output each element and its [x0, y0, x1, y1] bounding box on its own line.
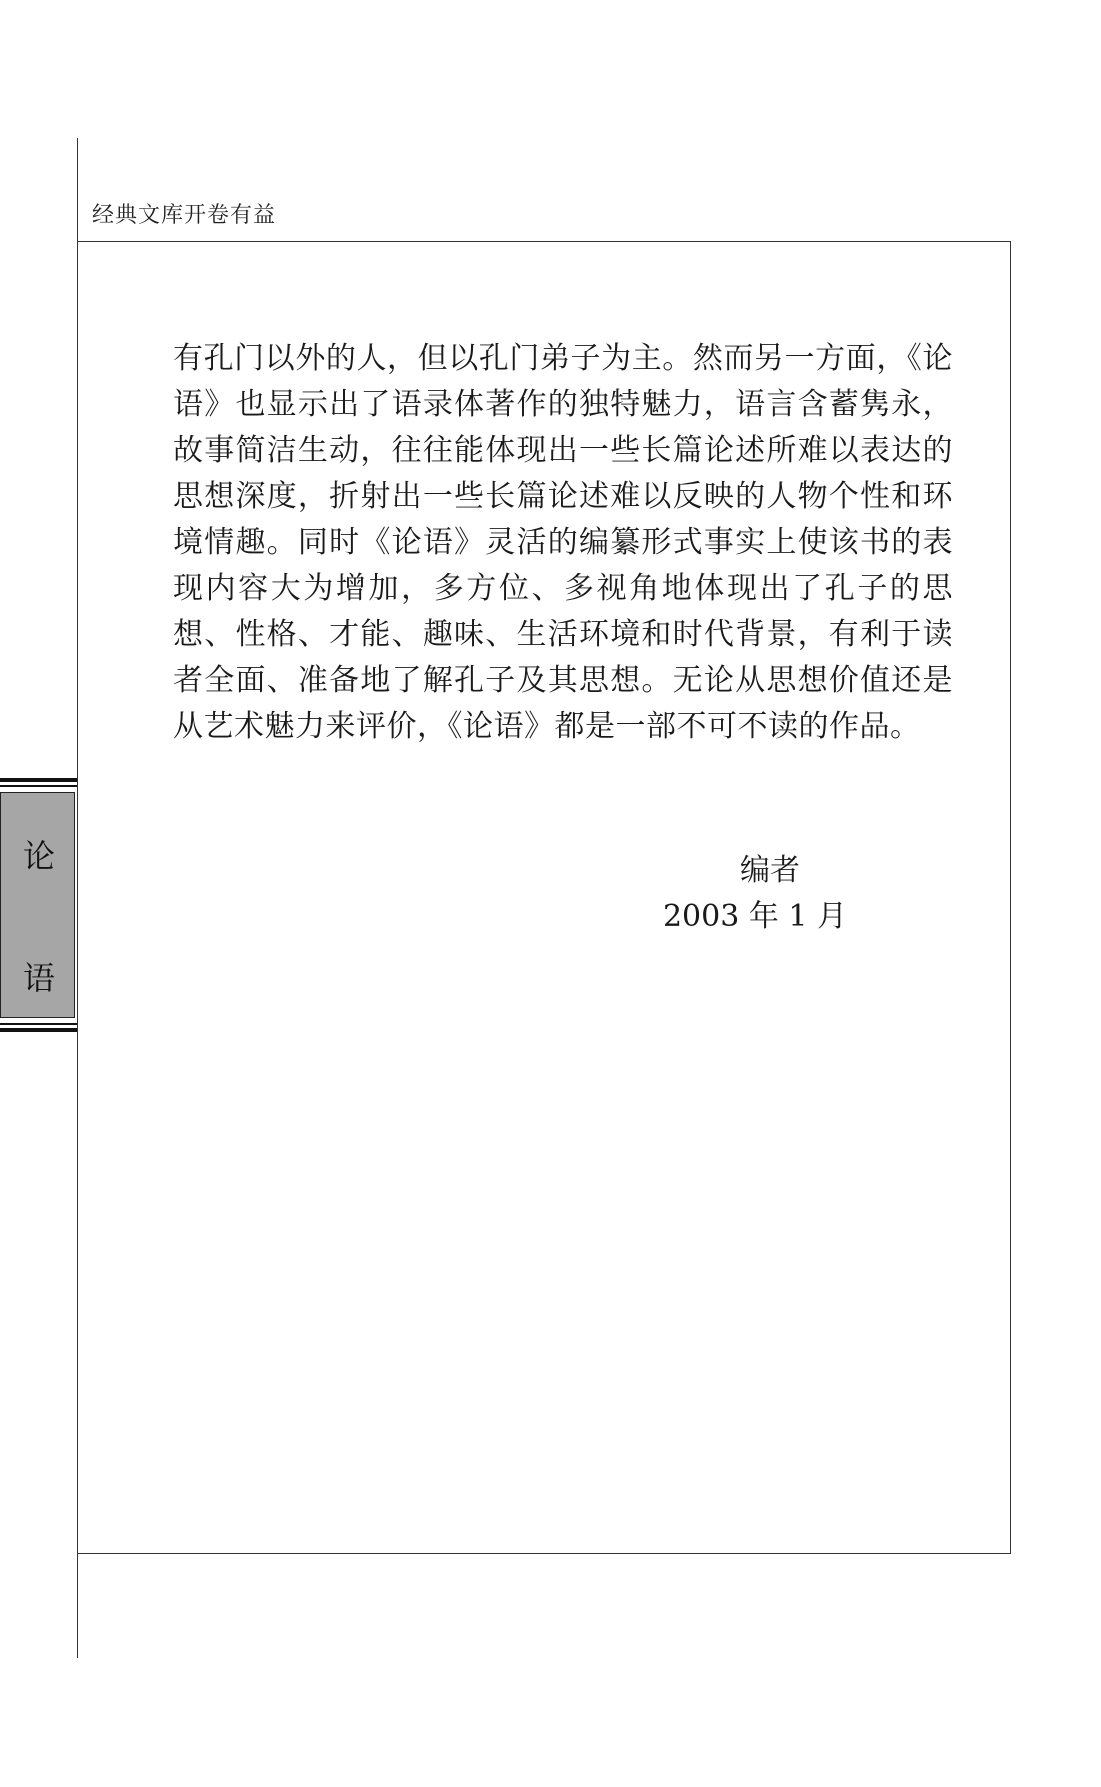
signature-block: [620, 848, 920, 940]
signature-author: 编者: [740, 853, 800, 888]
tab-rule-bottom-thick: [0, 1028, 77, 1032]
tab-char-yu: 语: [22, 959, 55, 997]
series-title: 经典文库开卷有益: [92, 203, 277, 228]
signature-date: 2003 年 1 月: [662, 899, 848, 934]
tab-rule-top-thick: [0, 778, 77, 782]
tab-rule-top-thin: [0, 785, 77, 787]
tab-char-lun: 论: [22, 837, 55, 875]
body-paragraph: 有孔门以外的人，但以孔门弟子为主。然而另一方面，《论语》也显示出了语录体著作的独特魅力，语言含蓄隽永，故事简洁生动，往往能体现出一些长篇论述所难以表达的思想深度，折射出一些长篇论述难以反映的人物个性和环境情趣。同时《论语》灵活的编纂形式事实上使该书的表现内容大为增加，多方位、多视角地体现出了孔子的思想、性格、才能、趣味、生活环境和时代背景，有利于读者全面、准备地了解孔子及其思想。无论从思想价值还是从艺术魅力来评价，《论语》都是一部不可不读的作品。: [173, 341, 953, 744]
tab-body: [0, 792, 75, 1018]
side-tab: [0, 778, 77, 1034]
tab-rule-bottom-thin: [0, 1023, 77, 1025]
